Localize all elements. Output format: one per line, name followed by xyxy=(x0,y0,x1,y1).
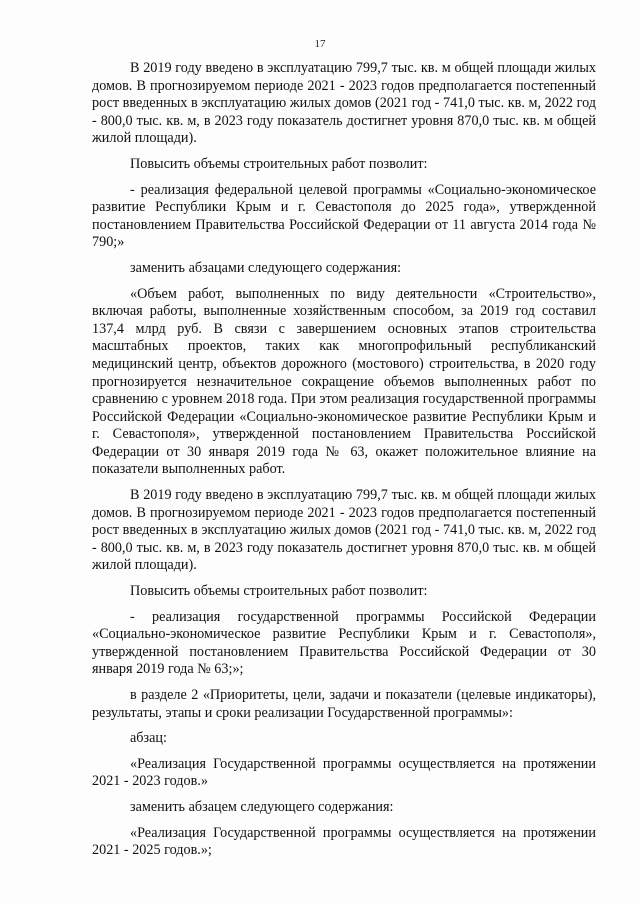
paragraph-abzats: абзац: xyxy=(130,730,167,747)
paragraph-section-2: в разделе 2 «Приоритеты, цели, задачи и показатели (целевые индикаторы), результаты, этапы и сроки реализации Государственной программы»: xyxy=(92,687,596,721)
paragraph-state-program: - реализация государственной программы Российской Федерации «Социально-экономическое развитие Республики Крым и г. Севастополя», утвержденной постановлением Правительства Российской Федерации от 30 января 2019 года № 63;»; xyxy=(92,608,596,678)
paragraph-replace-with: заменить абзацами следующего содержания: xyxy=(130,259,402,276)
paragraph-housing-2019: В 2019 году введено в эксплуатацию 799,7 тыс. кв. м общей площади жилых домов. В прогнозируемом периоде 2021 - 2023 годов предполагается постепенный рост введенных в эксплуатацию жилых домов (2021 год - 741,0 тыс. кв. м, 2022 год - 800,0 тыс. кв. м, в 2023 году показатель достигнет уровня 870,0 тыс. кв. м общей жилой площади). xyxy=(92,60,596,147)
paragraph-increase-volumes: Повысить объемы строительных работ позволит: xyxy=(130,155,428,172)
paragraph-replace-with-single: заменить абзацем следующего содержания: xyxy=(130,798,394,815)
paragraph-old-period: «Реализация Государственной программы осуществляется на протяжении 2021 - 2023 годов.» xyxy=(92,755,596,790)
paragraph-federal-program: - реализация федеральной целевой программы «Социально-экономическое развитие Республики Крым и г. Севастополя до 2025 года», утвержденной постановлением Правительства Российской Федерации от 11 августа 2014 года № 790;» xyxy=(92,181,596,251)
page-number: 17 xyxy=(314,38,326,50)
paragraph-new-period: «Реализация Государственной программы осуществляется на протяжении 2021 - 2025 годов.»; xyxy=(92,824,596,859)
document-body xyxy=(92,60,596,868)
paragraph-construction-volume: «Объем работ, выполненных по виду деятельности «Строительство», включая работы, выполненные хозяйственным способом, за 2019 год составил 137,4 млрд руб. В связи с завершением основных этапов строительства масштабных проектов, таких как многопрофильный республиканский медицинский центр, объектов дорожного (мостового) строительства, в 2020 году прогнозируется незначительное сокращение объемов выполненных работ по сравнению с уровнем 2018 года. При этом реализация государственной программы Российской Федерации «Социально-экономическое развитие Республики Крым и г. Севастополя», утвержденной постановлением Правительства Российской Федерации от 30 января 2019 года № 63, окажет положительное влияние на показатели выполненных работ. xyxy=(92,285,596,478)
paragraph-housing-2019-new: В 2019 году введено в эксплуатацию 799,7 тыс. кв. м общей площади жилых домов. В прогнозируемом периоде 2021 - 2023 годов предполагается постепенный рост введенных в эксплуатацию жилых домов (2021 год - 741,0 тыс. кв. м, 2022 год - 800,0 тыс. кв. м, в 2023 году показатель достигнет уровня 870,0 тыс. кв. м общей жилой площади). xyxy=(92,487,596,574)
paragraph-increase-volumes-new: Повысить объемы строительных работ позволит: xyxy=(130,583,428,600)
